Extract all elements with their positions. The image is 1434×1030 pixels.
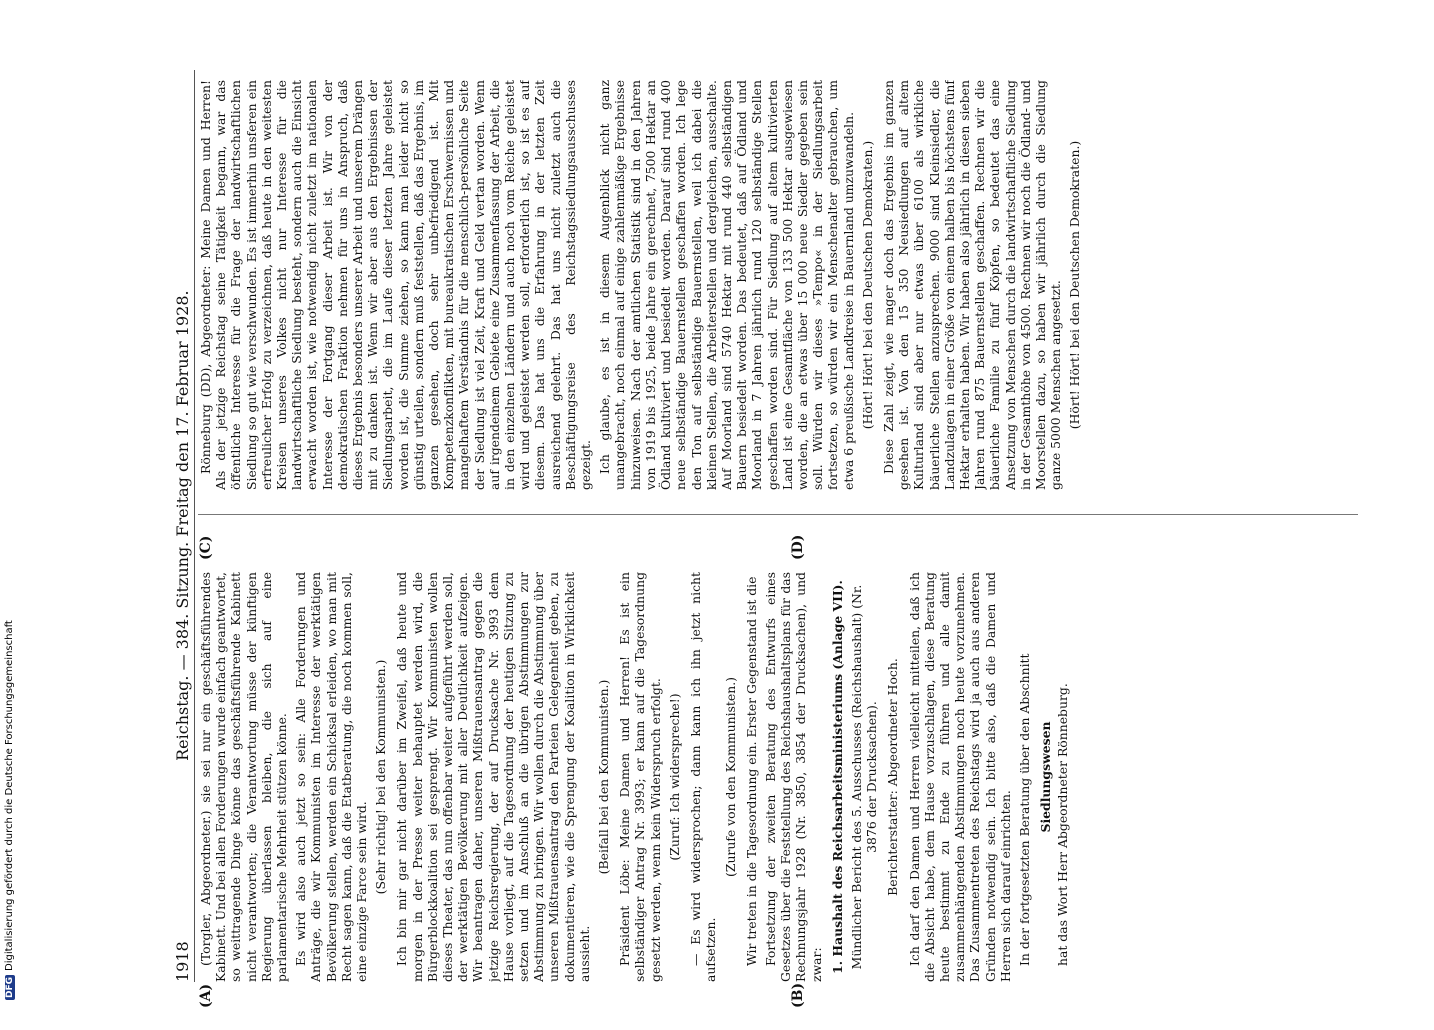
paragraph: hat das Wort Herr Abgeordneter Rönneburg. bbox=[1055, 683, 1071, 966]
paragraph: Fortsetzung der zweiten Beratung des Entwurfs eines Gesetzes über die Feststellung des Reichshaushaltsplans für das Rechnungsjahr 1928 (Nr. 3850, 3854 der Drucksachen), und zwar: bbox=[762, 572, 824, 982]
interjection: (Beifall bei den Kommunisten.) bbox=[596, 679, 612, 875]
margin-marker-a: (A) bbox=[198, 983, 214, 1008]
paragraph: Wir treten in die Tagesordnung ein. Erster Gegenstand ist die bbox=[743, 576, 759, 966]
interjection: Berichterstatter: Abgeordneter Hoch. bbox=[885, 658, 901, 896]
section-heading: Siedlungswesen bbox=[1038, 721, 1054, 833]
paragraph: (Torgler, Abgeordneter.) sie sei nur ein geschäftsführendes Kabinett. Und bei allen Forderungen wurde einfach geantwortet, so weittragende Dinge könne das geschäftsführende Kabinett nicht verantworten; die Verantwortung müsse der künftigen Regierung überlassen bleiben, die sich auf eine parlamentarische Mehrheit stützen könne. bbox=[198, 572, 290, 982]
interjection: Mündlicher Bericht des 5. Ausschusses (Reichshaushalt) (Nr. 3876 der Drucksachen). bbox=[848, 584, 880, 970]
interjection: (Sehr richtig! bei den Kommunisten.) bbox=[373, 659, 389, 895]
interjection: (Hört! Hört! bei den Deutschen Demokraten.) bbox=[859, 140, 875, 430]
left-column bbox=[198, 572, 1358, 982]
column-divider bbox=[198, 514, 1358, 515]
interjection: (Zurufe von den Kommunisten.) bbox=[722, 677, 738, 877]
page-header bbox=[166, 70, 195, 982]
margin-marker-d: (D) bbox=[790, 534, 806, 560]
page-title: Reichstag. — 384. Sitzung. Freitag den 17. Februar 1928. bbox=[173, 290, 192, 761]
paragraph: Diese Zahl zeigt, wie mager doch das Ergebnis im ganzen gesehen ist. Von den 15 350 Neusiedlungen auf altem Kulturland sind aber nur etwas über 6100 als wirkliche bäuerliche Stellen anzusprechen. 9000 sind Kleinsiedler, die Landzulagen in einer Größe von einem halben bis höchstens fünf Hektar erhalten haben. Wir haben also jährlich in diesen sieben Jahren rund 875 Bauernstellen geschaffen. Rechnen wir die bäuerliche Familie zu fünf Köpfen, so bedeutet das eine Ansetzung von Menschen durch die landwirtschaftliche Siedlung in der Gesamthöhe von 4500. Rechnen wir noch die Ödland- und Moorstellen dazu, so haben wir jährlich durch die Siedlung ganze 5000 Menschen angesetzt. bbox=[880, 80, 1064, 490]
paragraph: Rönneburg (DD), Abgeordneter: Meine Damen und Herren! Als der jetzige Reichstag seine Tätigkeit begann, war das öffentliche Interesse für die Frage der landwirtschaftlichen Siedlung so gut wie verschwunden. Es ist immerhin unsferen ein erfreulicher Erfolg zu verzeichnen, daß heute in den weitesten Kreisen unseres Volkes nicht nur Interesse für die landwirtschaftliche Siedlung besteht, sondern auch die Einsicht erwacht worden ist, wie notwendig nicht zuletzt im nationalen Interesse der Fortgang dieser Arbeit ist. Wir von der demokratischen Fraktion nehmen für uns in Anspruch, daß dieses Ergebnis besonders unserer Arbeit und unserem Drängen mit zu danken ist. Wenn wir aber aus den Ergebnissen der Siedlungsarbeit, die im Laufe dieser letzten Jahre geleistet worden ist, die Summe ziehen, so kann man leider nicht so günstig urteilen, sondern muß feststellen, daß das Ergebnis, im ganzen gesehen, doch sehr unbefriedigend ist. Mit Kompetenzkonflikten, mit bureaukratischen Erschwernissen und mangelhaftem Verständnis für die menschlich-persönliche Seite der Siedlung ist viel Zeit, Kraft und Geld vertan worden. Wenn auf irgendeinem Gebiete eine Zusammenfassung der Arbeit, die in den einzelnen Ländern und auch noch vom Reiche geleistet wird und geleistet werden soll, erforderlich ist, so ist es auf diesem. Das hat uns die Erfahrung in der letzten Zeit ausreichend gelehrt. Das hat uns nicht zuletzt auch die Beschäftigungsreise des Reichstagssiedlungsausschusses gezeigt. bbox=[198, 80, 594, 490]
margin-marker-c: (C) bbox=[198, 535, 214, 560]
section-heading: 1. Haushalt des Reichsarbeitsministeriums (Anlage VII). bbox=[829, 580, 845, 974]
digitization-credit bbox=[4, 620, 15, 1000]
paragraph: In der fortgesetzten Beratung über den Abschnitt bbox=[1016, 653, 1032, 966]
paragraph: Ich glaube, es ist in diesem Augenblick nicht ganz unangebracht, noch einmal auf einige zahlenmäßige Ergebnisse hinzuweisen. Nach der amtlichen Statistik sind in den Jahren von 1919 bis 1925, beide Jahre ein gerechnet, 7500 Hektar an Ödland kultiviert und besiedelt worden. Darauf sind rund 400 neue selbständige Bauernstellen geschaffen worden. Ich lege den Ton auf selbständige Bauernstellen, weil ich dabei die kleinen Stellen, die Arbeiterstellen und dergleichen, ausschalte. Auf Moorland sind 5740 Hektar mit rund 440 selbständigen Bauern besiedelt worden. Das bedeutet, daß auf Ödland und Moorland in 7 Jahren jährlich rund 120 selbständige Stellen geschaffen worden sind. Für Siedlung auf altem kultivierten Land ist eine Gesamtfläche von 133 500 Hektar ausgewiesen worden, die an etwas über 15 000 neue Siedler gegeben sein soll. Würden wir dieses »Tempo« in der Siedlungsarbeit fortsetzen, so würden wir ein Menschenalter gebrauchen, um etwa 6 preußische Landkreise in Bauernland umzuwandeln. bbox=[597, 80, 856, 490]
paragraph: Ich darf den Damen und Herren vielleicht mitteilen, daß ich die Absicht habe, dem Hause vorzuschlagen, diese Beratung heute bestimmt zu Ende zu führen und alle damit zusammenhängenden Abstimmungen noch heute vorzunehmen. Das Zusammentreten des Reichstags wird ja auch aus anderen Gründen notwendig sein. Ich bitte also, daß die Damen und Herren sich darauf einrichten. bbox=[906, 572, 1013, 982]
page-number: 1918 bbox=[173, 941, 192, 982]
credit-text: Digitalisierung gefördert durch die Deutsche Forschungsgemeinschaft bbox=[4, 620, 15, 971]
interjection: (Zuruf: Ich widerspreche!) bbox=[666, 693, 682, 861]
document-page bbox=[150, 30, 1360, 1030]
paragraph: Präsident Löbe: Meine Damen und Herren! Es ist ein selbständiger Antrag Nr. 3993; er kann auf die Tagesordnung gesetzt werden, wenn kein Widerspruch erfolgt. bbox=[617, 572, 663, 982]
right-column bbox=[198, 80, 1358, 490]
interjection: (Hört! Hört! bei den Deutschen Demokraten.) bbox=[1067, 140, 1083, 430]
paragraph: — Es wird widersprochen; dann kann ich ihn jetzt nicht aufsetzen. bbox=[688, 572, 719, 982]
margin-marker-b: (B) bbox=[790, 982, 806, 1008]
paragraph: Ich bin mir gar nicht darüber im Zweifel, daß heute und morgen in der Presse weiter behauptet werden wird, die Bürgerblockkoalition sei gesprengt. Wir Kommunisten wollen dieses Theater, das nun offenbar weiter aufgeführt werden soll, der werktätigen Bevölkerung mit aller Deutlichkeit aufzeigen. Wir beantragen daher, unseren Mißtrauensantrag gegen die jetzige Reichsregierung, der auf Drucksache Nr. 3993 dem Hause vorliegt, auf die Tagesordnung der heutigen Sitzung zu setzen und im Anschluß an die übrigen Abstimmungen zur Abstimmung zu bringen. Wir wollen durch die Abstimmung über unseren Mißtrauensantrag den Parteien Gelegenheit geben, zu dokumentieren, wie die Sprengung der Koalition in Wirklichkeit aussieht. bbox=[394, 572, 592, 982]
dfg-logo: DFG bbox=[4, 976, 15, 998]
paragraph: Es wird also auch jetzt so sein: Alle Forderungen und Anträge, die wir Kommunisten im Interesse der werktätigen Bevölkerung stellen, werden ein Schicksal erleiden, wo man mit Recht sagen kann, daß die Etatberatung, die noch kommen soll, eine einzige Farce sein wird. bbox=[293, 572, 370, 982]
